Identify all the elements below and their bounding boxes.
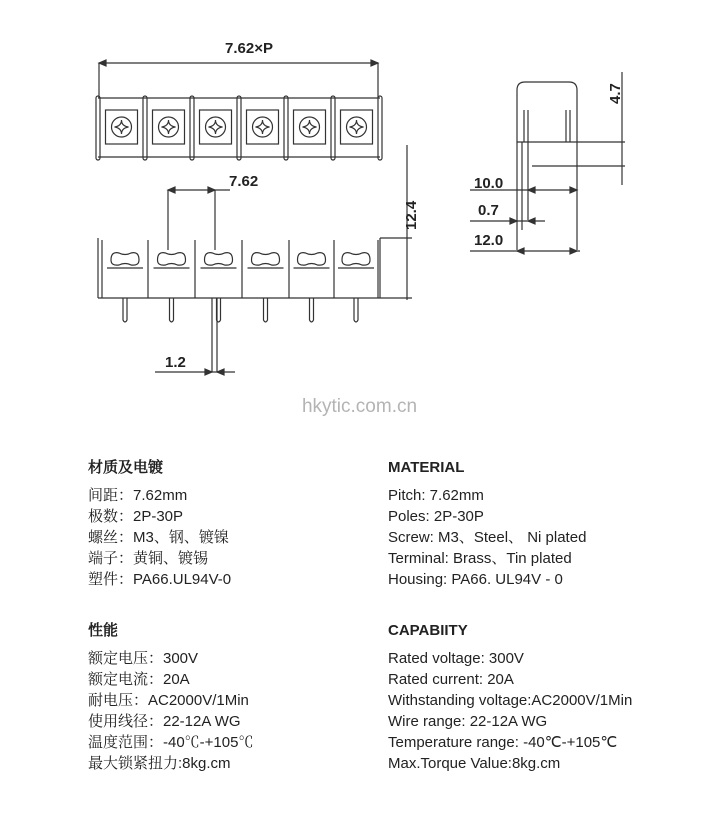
spec-line: 耐电压：AC2000V/1Min <box>88 692 249 709</box>
terminal-cell <box>294 110 326 144</box>
spec-line: 塑件：PA66.UL94V-0 <box>88 571 232 588</box>
watermark: hkytic.com.cn <box>301 396 418 417</box>
spec-line: 温度范围：-40℃-+105℃ <box>88 734 254 751</box>
terminal-cell <box>106 110 138 144</box>
screw-slot <box>209 120 223 134</box>
capability-title-en: CAPABIITY <box>388 622 468 639</box>
separator-rib <box>96 96 100 160</box>
arrow-head <box>528 218 535 224</box>
terminal-cell <box>153 110 185 144</box>
arrow-head <box>99 60 106 66</box>
wire-clamp <box>252 253 280 266</box>
pin <box>123 298 127 322</box>
terminal-cell <box>200 110 232 144</box>
terminal-block-drawing <box>0 0 719 390</box>
screw-slot <box>350 120 364 134</box>
spec-line: Screw: M3、Steel、 Ni plated <box>388 529 587 546</box>
arrow-head <box>528 187 535 193</box>
wire-clamp <box>111 253 139 266</box>
separator-rib <box>237 96 241 160</box>
english-spec-column <box>388 457 632 774</box>
dim-height: 12.4 <box>403 200 420 230</box>
spec-line: Withstanding voltage:AC2000V/1Min <box>388 692 633 709</box>
screw-slot <box>162 120 176 134</box>
spec-line: 使用线径：22-12A WG <box>88 713 241 730</box>
chinese-spec-column <box>88 457 253 774</box>
spec-line: Poles: 2P-30P <box>388 508 484 525</box>
wire-clamp <box>158 253 186 266</box>
dim-07: 0.7 <box>478 202 499 219</box>
dim-pitch: 7.62 <box>229 173 259 190</box>
material-title-cn: 材质及电镀 <box>88 459 164 476</box>
wire-clamp <box>298 253 326 266</box>
spec-line: 额定电流：20A <box>88 671 190 688</box>
arrow-head <box>570 248 577 254</box>
pin <box>170 298 174 322</box>
spec-line: 极数：2P-30P <box>88 508 184 525</box>
wire-clamp <box>342 253 370 266</box>
spec-line: 螺丝：M3、钢、镀镍 <box>88 529 229 546</box>
arrow-head <box>570 187 577 193</box>
spec-line: Rated current: 20A <box>388 671 514 688</box>
pin <box>264 298 268 322</box>
spec-line: 最大锁紧扭力:8kg.cm <box>88 755 231 772</box>
spec-line: Wire range: 22-12A WG <box>388 713 548 730</box>
pin <box>310 298 314 322</box>
side-profile-body <box>517 82 577 142</box>
screw-slot <box>115 120 129 134</box>
spec-line: Terminal: Brass、Tin plated <box>388 550 572 567</box>
wire-clamp <box>205 253 233 266</box>
arrow-head <box>217 369 224 375</box>
spec-line: 额定电压：300V <box>88 650 199 667</box>
arrow-head <box>510 218 517 224</box>
spec-line: 端子：黄铜、镀锡 <box>88 550 209 567</box>
spec-line: Temperature range: -40℃-+105℃ <box>388 734 618 751</box>
dim-top-height: 4.7 <box>607 83 624 104</box>
separator-rib <box>378 96 382 160</box>
spec-line: Housing: PA66. UL94V - 0 <box>388 571 563 588</box>
dim-total-width: 7.62×P <box>225 40 273 57</box>
arrow-head <box>371 60 378 66</box>
separator-rib <box>143 96 147 160</box>
terminal-cell <box>341 110 373 144</box>
separator-rib <box>284 96 288 160</box>
spec-line: Max.Torque Value:8kg.cm <box>388 755 561 772</box>
arrow-head <box>517 248 524 254</box>
dim-12: 12.0 <box>474 232 504 249</box>
screw-slot <box>256 120 270 134</box>
arrow-head <box>208 187 215 193</box>
spec-line: Rated voltage: 300V <box>388 650 524 667</box>
arrow-head <box>205 369 212 375</box>
material-title-en: MATERIAL <box>388 459 465 476</box>
terminal-cell <box>247 110 279 144</box>
pin <box>354 298 358 322</box>
arrow-head <box>168 187 175 193</box>
spec-line: 间距：7.62mm <box>88 487 188 504</box>
capability-title-cn: 性能 <box>88 622 119 639</box>
spec-line: Pitch: 7.62mm <box>388 487 484 504</box>
separator-rib <box>331 96 335 160</box>
dim-pin-width: 1.2 <box>165 354 186 371</box>
separator-rib <box>190 96 194 160</box>
dim-10: 10.0 <box>474 175 504 192</box>
screw-slot <box>303 120 317 134</box>
